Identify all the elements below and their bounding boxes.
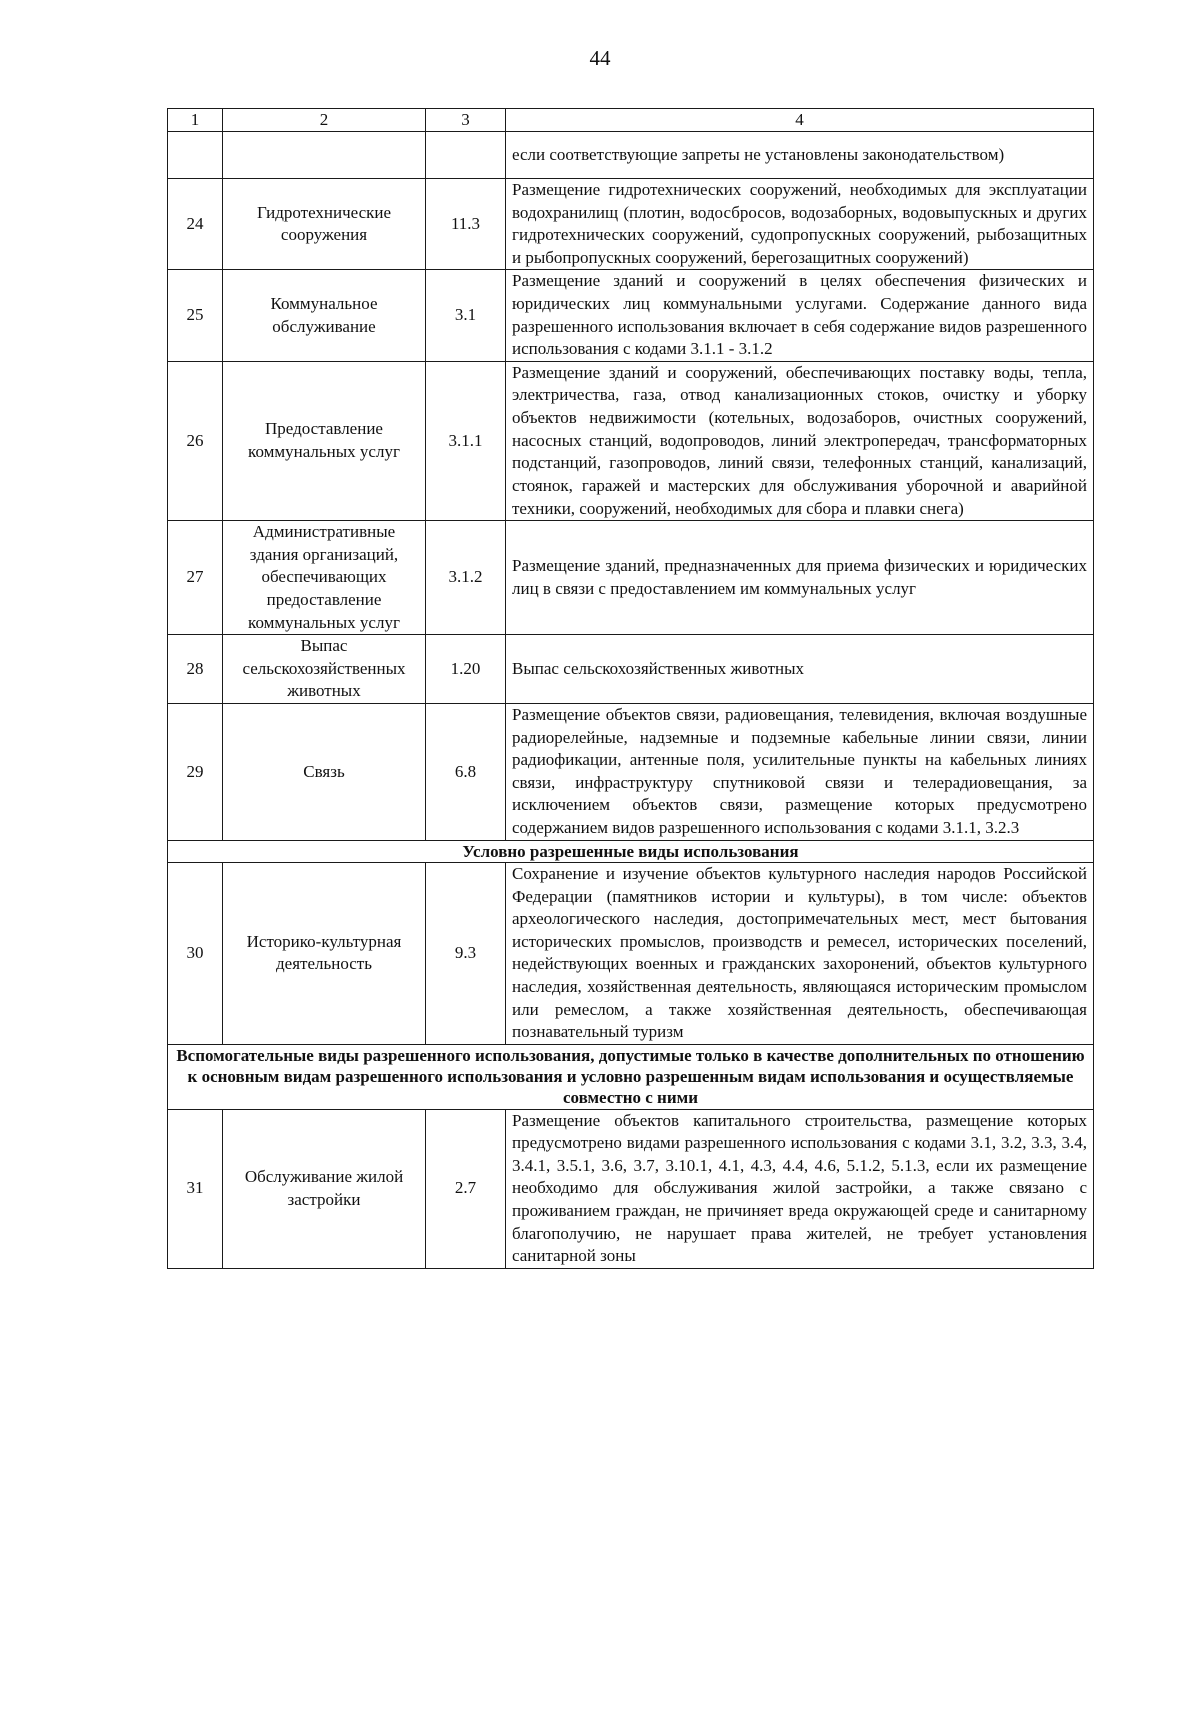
- use-name: Гидротехнические сооружения: [223, 179, 426, 270]
- row-number: 25: [168, 270, 223, 361]
- use-code: 11.3: [426, 179, 506, 270]
- row-number: 24: [168, 179, 223, 270]
- table-row: [168, 270, 1094, 361]
- column-header-1: 1: [168, 109, 223, 132]
- section-title-conditional: Условно разрешенные виды использования: [168, 840, 1094, 862]
- table-row: [168, 1109, 1094, 1268]
- use-description: Размещение зданий и сооружений в целях обеспечения физических и юридических лиц коммунальными услугами. Содержание данного вида разрешенного использования включает в себя содержание видов разрешенного использования с кодами 3.1.1 - 3.1.2: [506, 270, 1094, 361]
- row-number: 29: [168, 704, 223, 841]
- table-row: [168, 704, 1094, 841]
- use-code: 2.7: [426, 1109, 506, 1268]
- use-description: Сохранение и изучение объектов культурного наследия народов Российской Федерации (памятников истории и культуры), в том числе: объектов археологического наследия, достопримечательных мест, мест бытования исторических промыслов, производств и ремесел, исторических поселений, недействующих военных и гражданских захоронений, объектов культурного наследия, хозяйственная деятельность, являющаяся историческим промыслом или ремеслом, а также хозяйственная деятельность, обеспечивающая познавательный туризм: [506, 862, 1094, 1044]
- use-code: 3.1: [426, 270, 506, 361]
- use-name: Связь: [223, 704, 426, 841]
- row-number: 31: [168, 1109, 223, 1268]
- use-description: Размещение зданий, предназначенных для приема физических и юридических лиц в связи с предоставлением им коммунальных услуг: [506, 521, 1094, 635]
- use-description: Размещение объектов капитального строительства, размещение которых предусмотрено видами разрешенного использования с кодами 3.1, 3.2, 3.3, 3.4, 3.4.1, 3.5.1, 3.6, 3.7, 3.10.1, 4.1, 4.3, 4.4, 4.6, 5.1.2, 5.1.3, если их размещение необходимо для обслуживания жилой застройки, а также связано с проживанием граждан, не причиняет вреда окружающей среде и санитарному благополучию, не нарушает права жителей, не требует установления санитарной зоны: [506, 1109, 1094, 1268]
- column-header-4: 4: [506, 109, 1094, 132]
- use-name: Административные здания организаций, обеспечивающих предоставление коммунальных услуг: [223, 521, 426, 635]
- section-row-auxiliary: [168, 1044, 1094, 1109]
- use-code: 3.1.2: [426, 521, 506, 635]
- use-code: 9.3: [426, 862, 506, 1044]
- use-code: 1.20: [426, 635, 506, 704]
- use-description: Размещение гидротехнических сооружений, необходимых для эксплуатации водохранилищ (плотин, водосбросов, водозаборных, водовыпускных и других гидротехнических сооружений, судопропускных сооружений, рыбозащитных и рыбопропускных сооружений, берегозащитных сооружений): [506, 179, 1094, 270]
- use-name: Выпас сельскохозяйственных животных: [223, 635, 426, 704]
- use-code: 6.8: [426, 704, 506, 841]
- use-code: 3.1.1: [426, 361, 506, 520]
- row-number: 28: [168, 635, 223, 704]
- land-use-table: [167, 108, 1094, 1269]
- table-row: [168, 179, 1094, 270]
- table-row: [168, 521, 1094, 635]
- table-row: [168, 862, 1094, 1044]
- use-description: Выпас сельскохозяйственных животных: [506, 635, 1094, 704]
- row-number: 26: [168, 361, 223, 520]
- use-description: Размещение зданий и сооружений, обеспечивающих поставку воды, тепла, электричества, газа, отвод канализационных стоков, очистку и уборку объектов недвижимости (котельных, водозаборов, очистных сооружений, насосных станций, водопроводов, линий электропередач, трансформаторных подстанций, газопроводов, линий связи, телефонных станций, канализаций, стоянок, гаражей и мастерских для обслуживания уборочной и аварийной техники, сооружений, необходимых для сбора и плавки снега): [506, 361, 1094, 520]
- continued-description: если соответствующие запреты не установлены законодательством): [506, 132, 1094, 179]
- page-number: 44: [589, 46, 611, 70]
- use-name: Коммунальное обслуживание: [223, 270, 426, 361]
- section-title-auxiliary: Вспомогательные виды разрешенного использования, допустимые только в качестве дополнительных по отношению к основным видам разрешенного использования и условно разрешенным видам использования и осуществляемые совместно с ними: [168, 1044, 1094, 1109]
- column-header-3: 3: [426, 109, 506, 132]
- row-number: 27: [168, 521, 223, 635]
- table-row: [168, 361, 1094, 520]
- use-name: Обслуживание жилой застройки: [223, 1109, 426, 1268]
- use-name: Предоставление коммунальных услуг: [223, 361, 426, 520]
- column-header-2: 2: [223, 109, 426, 132]
- use-description: Размещение объектов связи, радиовещания, телевидения, включая воздушные радиорелейные, надземные и подземные кабельные линии связи, линии радиофикации, антенные поля, усилительные пункты на кабельных линиях связи, инфраструктуру спутниковой связи и телерадиовещания, за исключением объектов связи, размещение которых предусмотрено содержанием видов разрешенного использования с кодами 3.1.1, 3.2.3: [506, 704, 1094, 841]
- table-header-row: [168, 109, 1094, 132]
- use-name: Историко-культурная деятельность: [223, 862, 426, 1044]
- table-row: [168, 635, 1094, 704]
- continued-row: [168, 132, 1094, 179]
- row-number: 30: [168, 862, 223, 1044]
- section-row-conditional: [168, 840, 1094, 862]
